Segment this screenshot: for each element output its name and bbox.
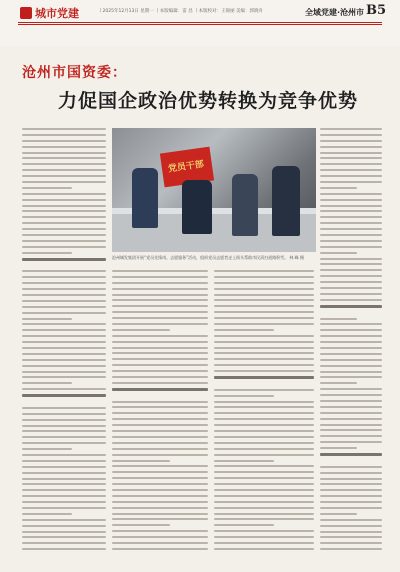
body-text-line <box>320 507 382 509</box>
body-text-line <box>320 400 382 402</box>
body-text-line <box>22 228 106 230</box>
body-text-line <box>22 495 106 497</box>
body-text-line <box>22 365 106 367</box>
party-emblem-icon <box>20 7 32 19</box>
body-text-line <box>320 525 382 527</box>
body-text-line <box>214 401 314 403</box>
body-text-line <box>214 483 314 485</box>
body-text-line <box>112 347 208 349</box>
body-text-line <box>214 501 314 503</box>
body-text-line <box>214 460 274 462</box>
body-text-line <box>112 270 208 272</box>
section-subheading <box>22 394 106 397</box>
body-text-line <box>320 299 382 301</box>
body-text-line <box>22 187 72 189</box>
body-text-line <box>22 425 106 427</box>
body-text-line <box>320 435 382 437</box>
body-text-line <box>22 288 106 290</box>
body-text-line <box>22 454 106 456</box>
body-text-line <box>22 483 106 485</box>
body-text-line <box>320 240 382 242</box>
body-text-line <box>22 376 106 378</box>
body-text-line <box>214 299 314 301</box>
body-text-line <box>214 305 314 307</box>
body-text-line <box>22 513 72 515</box>
body-text-line <box>112 448 208 450</box>
body-text-line <box>112 317 208 319</box>
body-text-line <box>214 341 314 343</box>
body-text-line <box>214 335 314 337</box>
body-text-line <box>112 507 208 509</box>
body-text-line <box>320 252 357 254</box>
body-text-line <box>214 418 314 420</box>
body-text-line <box>320 429 382 431</box>
body-text-line <box>214 477 314 479</box>
body-text-line <box>22 312 106 314</box>
body-text-line <box>22 501 106 503</box>
body-text-line <box>112 376 208 378</box>
body-text-line <box>22 199 106 201</box>
body-text-line <box>22 472 106 474</box>
body-text-line <box>112 418 208 420</box>
body-text-line <box>112 465 208 467</box>
body-text-line <box>112 513 208 515</box>
body-text-line <box>22 466 106 468</box>
body-text-line <box>112 471 208 473</box>
body-text-line <box>112 282 208 284</box>
body-text-line <box>112 323 208 325</box>
text-column-1 <box>22 128 106 553</box>
body-text-line <box>214 282 314 284</box>
body-text-line <box>320 263 382 265</box>
body-text-line <box>214 442 314 444</box>
body-text-line <box>320 472 382 474</box>
body-text-line <box>320 329 382 331</box>
body-text-line <box>320 513 357 515</box>
body-text-line <box>112 477 208 479</box>
body-text-line <box>112 364 208 366</box>
body-text-line <box>214 454 314 456</box>
body-text-line <box>320 548 382 550</box>
body-text-line <box>112 501 208 503</box>
body-text-line <box>320 163 382 165</box>
spacer <box>22 401 106 403</box>
body-text-line <box>22 536 106 538</box>
body-text-line <box>112 536 208 538</box>
body-text-line <box>112 442 208 444</box>
header-rule <box>18 22 382 23</box>
text-column-4 <box>320 128 382 553</box>
body-text-line <box>22 525 106 527</box>
body-text-line <box>112 489 208 491</box>
article-photo <box>112 128 316 252</box>
body-text-line <box>320 341 382 343</box>
section-subheading <box>320 453 382 456</box>
body-text-line <box>214 323 314 325</box>
body-text-line <box>320 519 382 521</box>
body-text-line <box>320 394 382 396</box>
body-text-line <box>320 371 382 373</box>
body-text-line <box>22 371 106 373</box>
body-text-line <box>214 294 314 296</box>
body-text-line <box>320 412 382 414</box>
body-text-line <box>22 359 106 361</box>
body-text-line <box>22 353 106 355</box>
body-text-line <box>320 353 382 355</box>
body-text-line <box>214 518 314 520</box>
spacer <box>214 383 314 385</box>
body-text-line <box>112 460 170 462</box>
body-text-line <box>320 388 382 390</box>
body-text-line <box>22 478 106 480</box>
body-text-line <box>22 548 106 550</box>
body-text-line <box>22 329 106 331</box>
body-text-line <box>112 305 208 307</box>
body-text-line <box>214 430 314 432</box>
section-subheading <box>320 305 382 308</box>
body-text-line <box>320 478 382 480</box>
body-text-line <box>214 389 314 391</box>
body-text-line <box>22 216 106 218</box>
body-text-line <box>22 347 106 349</box>
body-text-line <box>320 501 382 503</box>
section-subheading <box>22 258 106 261</box>
body-text-line <box>22 157 106 159</box>
body-text-line <box>320 146 382 148</box>
body-text-line <box>112 530 208 532</box>
body-text-line <box>320 157 382 159</box>
body-text-line <box>112 299 208 301</box>
body-text-line <box>320 466 382 468</box>
body-text-line <box>112 335 208 337</box>
body-text-line <box>214 489 314 491</box>
body-text-line <box>320 323 382 325</box>
body-text-line <box>320 318 357 320</box>
body-text-line <box>214 471 314 473</box>
body-text-line <box>320 376 382 378</box>
body-text-line <box>22 134 106 136</box>
body-text-line <box>320 140 382 142</box>
body-text-line <box>22 246 106 248</box>
body-text-line <box>320 193 382 195</box>
body-text-line <box>22 146 106 148</box>
body-text-line <box>320 199 382 201</box>
body-text-line <box>112 382 208 384</box>
masthead <box>0 0 400 46</box>
body-text-line <box>320 246 382 248</box>
body-text-line <box>214 530 314 532</box>
body-text-line <box>112 352 208 354</box>
body-text-line <box>22 335 106 337</box>
body-text-line <box>214 358 314 360</box>
body-text-line <box>112 370 208 372</box>
body-text-line <box>22 436 106 438</box>
body-text-line <box>22 413 106 415</box>
body-text-line <box>320 228 382 230</box>
body-text-line <box>112 288 208 290</box>
body-text-line <box>22 140 106 142</box>
volunteer-figure <box>272 166 300 236</box>
body-text-line <box>112 406 208 408</box>
body-text-line <box>22 419 106 421</box>
body-text-line <box>320 483 382 485</box>
body-text-line <box>320 275 382 277</box>
body-text-line <box>214 276 314 278</box>
body-text-line <box>320 269 382 271</box>
body-text-line <box>214 311 314 313</box>
spacer <box>112 395 208 397</box>
body-text-line <box>22 489 106 491</box>
body-text-line <box>214 536 314 538</box>
body-text-line <box>112 358 208 360</box>
body-text-line <box>320 134 382 136</box>
body-text-line <box>112 483 208 485</box>
body-text-line <box>22 240 106 242</box>
body-text-line <box>320 210 382 212</box>
article-title: 力促国企政治优势转换为竞争优势 <box>58 90 359 112</box>
body-text-line <box>214 270 314 272</box>
body-text-line <box>112 329 170 331</box>
body-text-line <box>22 276 106 278</box>
body-text-line <box>320 382 357 384</box>
body-text-line <box>320 418 382 420</box>
body-text-line <box>112 341 208 343</box>
header-rule-thin <box>18 24 382 25</box>
body-text-line <box>22 306 106 308</box>
body-text-line <box>22 507 106 509</box>
body-text-line <box>214 548 314 550</box>
body-text-line <box>320 365 382 367</box>
body-text-line <box>22 282 106 284</box>
body-text-line <box>22 460 106 462</box>
body-text-line <box>320 181 382 183</box>
body-text-line <box>320 347 382 349</box>
body-text-line <box>320 335 382 337</box>
body-text-line <box>214 412 314 414</box>
body-text-line <box>112 401 208 403</box>
body-text-line <box>22 531 106 533</box>
body-text-line <box>320 128 382 130</box>
body-text-line <box>22 388 106 390</box>
body-text-line <box>320 281 382 283</box>
volunteer-figure <box>232 174 258 236</box>
spacer <box>320 312 382 314</box>
volunteer-figure <box>132 168 158 228</box>
body-text-line <box>320 542 382 544</box>
page-number: B5 <box>365 3 386 18</box>
body-text-line <box>22 341 106 343</box>
body-text-line <box>22 181 106 183</box>
body-text-line <box>214 507 314 509</box>
body-text-line <box>214 448 314 450</box>
issue-meta: 丨2025年12月13日 星期一 丨本版编辑：雷 昌 丨本版校对：王锦丽 美编：郭晓舟 <box>98 9 264 14</box>
body-text-line <box>214 465 314 467</box>
body-text-line <box>320 205 382 207</box>
body-text-line <box>214 347 314 349</box>
body-text-line <box>214 495 314 497</box>
body-text-line <box>320 359 382 361</box>
body-text-line <box>22 169 106 171</box>
body-text-line <box>214 424 314 426</box>
body-text-line <box>22 205 106 207</box>
body-text-line <box>22 318 72 320</box>
body-text-line <box>22 519 106 521</box>
body-text-line <box>112 542 208 544</box>
newspaper-logo: 城市党建 <box>20 5 79 21</box>
body-text-line <box>320 169 382 171</box>
body-text-line <box>320 536 382 538</box>
body-text-line <box>22 442 106 444</box>
body-text-line <box>214 288 314 290</box>
body-text-line <box>320 531 382 533</box>
body-text-line <box>214 542 314 544</box>
body-text-line <box>22 430 106 432</box>
body-text-line <box>22 128 106 130</box>
body-text-line <box>112 412 208 414</box>
photo-caption: 沧州城发集团开展“党员先锋岗、志愿服务”活动，组织党员志愿者走上街头帮助市民清扫道路积雪。 林 峰 摄 <box>112 255 304 260</box>
body-text-line <box>214 370 314 372</box>
body-text-line <box>214 406 314 408</box>
body-text-line <box>112 495 208 497</box>
body-text-line <box>214 352 314 354</box>
body-text-line <box>22 407 106 409</box>
body-text-line <box>320 234 382 236</box>
section-subheading <box>112 388 208 391</box>
body-text-line <box>112 430 208 432</box>
body-text-line <box>22 252 72 254</box>
body-text-line <box>22 323 106 325</box>
body-text-line <box>112 518 208 520</box>
party-flag: 党员干部 <box>160 147 214 188</box>
text-column-2 <box>112 270 208 553</box>
article-kicker: 沧州市国资委： <box>22 65 127 81</box>
body-text-line <box>320 441 382 443</box>
body-text-line <box>320 258 382 260</box>
body-text-line <box>112 424 208 426</box>
body-text-line <box>112 524 170 526</box>
body-text-line <box>112 276 208 278</box>
body-text-line <box>112 454 208 456</box>
body-text-line <box>22 294 106 296</box>
body-text-line <box>22 542 106 544</box>
section-subheading <box>214 376 314 379</box>
body-text-line <box>214 395 274 397</box>
text-column-3 <box>214 270 314 553</box>
body-text-line <box>22 270 106 272</box>
body-text-line <box>320 293 382 295</box>
body-text-line <box>214 513 314 515</box>
body-text-line <box>320 222 382 224</box>
body-text-line <box>320 424 382 426</box>
body-text-line <box>22 234 106 236</box>
body-text-line <box>22 222 106 224</box>
body-text-line <box>320 495 382 497</box>
body-text-line <box>320 187 357 189</box>
body-text-line <box>112 548 208 550</box>
body-text-line <box>22 210 106 212</box>
body-text-line <box>112 436 208 438</box>
body-text-line <box>112 311 208 313</box>
body-text-line <box>214 364 314 366</box>
body-text-line <box>214 436 314 438</box>
body-text-line <box>214 317 314 319</box>
body-text-line <box>22 382 72 384</box>
body-text-line <box>320 287 382 289</box>
body-text-line <box>320 447 357 449</box>
spacer <box>22 264 106 266</box>
body-text-line <box>22 152 106 154</box>
body-text-line <box>22 448 72 450</box>
spacer <box>320 460 382 462</box>
body-text-line <box>112 294 208 296</box>
body-text-line <box>214 329 274 331</box>
body-text-line <box>214 524 274 526</box>
section-name: 全域党建·沧州市 <box>304 8 364 17</box>
body-text-line <box>22 163 106 165</box>
body-text-line <box>22 300 106 302</box>
body-text-line <box>22 175 106 177</box>
body-text-line <box>320 489 382 491</box>
body-text-line <box>22 193 106 195</box>
body-text-line <box>320 216 382 218</box>
volunteer-figure <box>182 180 212 234</box>
body-text-line <box>320 406 382 408</box>
body-text-line <box>320 175 382 177</box>
body-text-line <box>320 152 382 154</box>
